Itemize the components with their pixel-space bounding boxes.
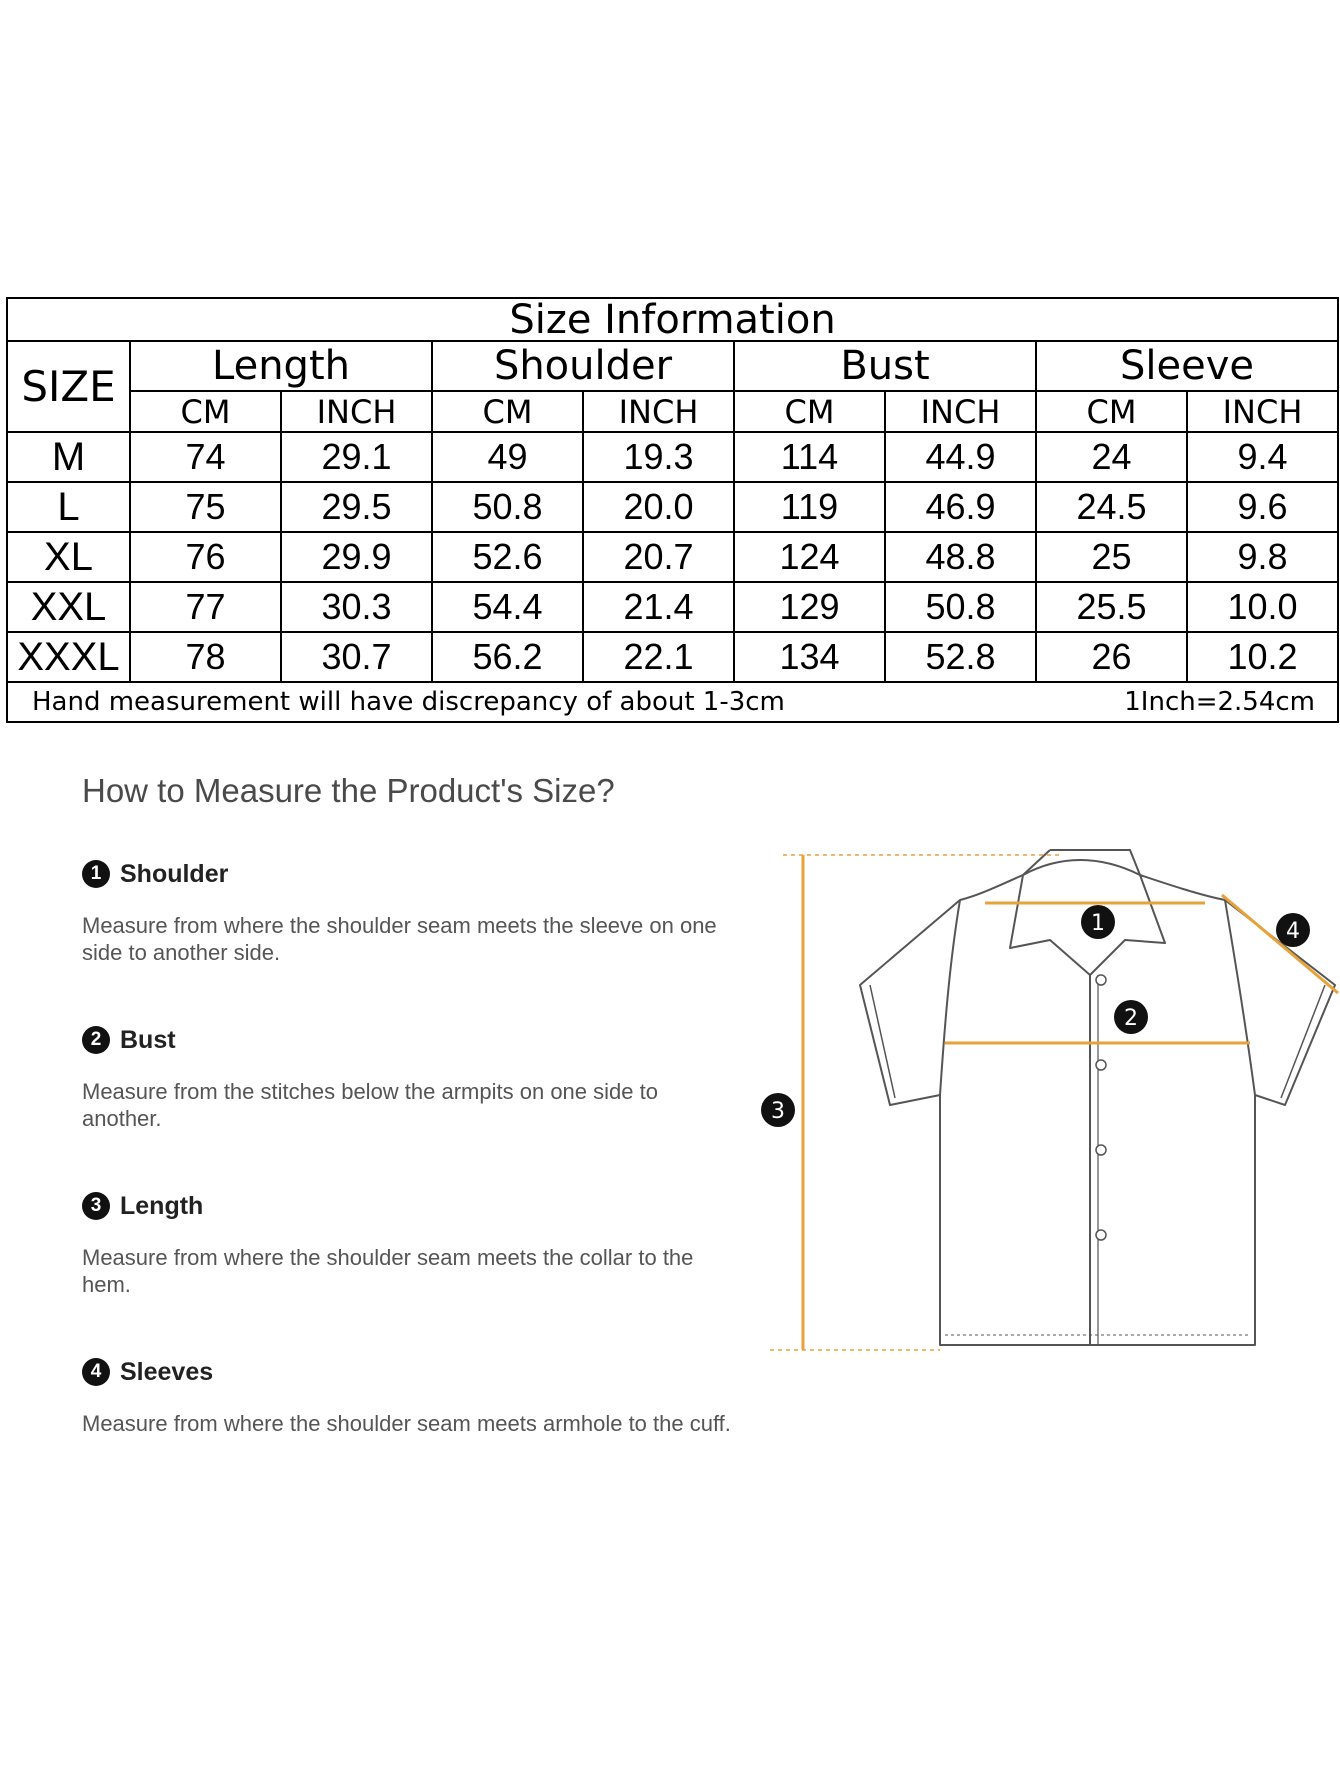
sleeve-measure-line xyxy=(1222,895,1338,993)
bust-cm: 129 xyxy=(734,582,885,632)
table-row xyxy=(7,582,1338,632)
marker-3-icon xyxy=(761,1093,795,1127)
step-number-icon: 2 xyxy=(82,1026,110,1054)
bust-inch: 44.9 xyxy=(885,432,1036,482)
shoulder-cm: 52.6 xyxy=(432,532,583,582)
button-icon xyxy=(1096,975,1106,985)
size-label: M xyxy=(7,432,130,482)
step-name: Shoulder xyxy=(120,859,229,888)
marker-4-icon xyxy=(1276,913,1310,947)
sleeve-cm: 24.5 xyxy=(1036,482,1187,532)
unit-header: CM xyxy=(1036,391,1187,432)
group-sleeve: Sleeve xyxy=(1036,341,1338,391)
shoulder-cm: 49 xyxy=(432,432,583,482)
bust-cm: 134 xyxy=(734,632,885,682)
unit-header: CM xyxy=(432,391,583,432)
shoulder-cm: 54.4 xyxy=(432,582,583,632)
unit-header: INCH xyxy=(281,391,432,432)
shoulder-inch: 20.0 xyxy=(583,482,734,532)
button-icon xyxy=(1096,1230,1106,1240)
shirt-diagram xyxy=(750,835,1340,1355)
length-inch: 29.9 xyxy=(281,532,432,582)
size-label: XXL xyxy=(7,582,130,632)
length-cm: 74 xyxy=(130,432,281,482)
bust-inch: 50.8 xyxy=(885,582,1036,632)
table-title: Size Information xyxy=(7,298,1338,341)
step-number-icon: 3 xyxy=(82,1192,110,1220)
length-inch: 29.1 xyxy=(281,432,432,482)
unit-header: INCH xyxy=(1187,391,1338,432)
step-name: Length xyxy=(120,1191,204,1220)
bust-cm: 119 xyxy=(734,482,885,532)
sleeve-cm: 25 xyxy=(1036,532,1187,582)
table-row xyxy=(7,432,1338,482)
shoulder-inch: 20.7 xyxy=(583,532,734,582)
shoulder-inch: 19.3 xyxy=(583,432,734,482)
conversion-note: 1Inch=2.54cm xyxy=(1124,687,1316,717)
bust-inch: 48.8 xyxy=(885,532,1036,582)
unit-header: INCH xyxy=(583,391,734,432)
group-length: Length xyxy=(130,341,432,391)
group-shoulder: Shoulder xyxy=(432,341,734,391)
button-icon xyxy=(1096,1145,1106,1155)
svg-text:4: 4 xyxy=(1286,919,1300,944)
length-inch: 30.3 xyxy=(281,582,432,632)
svg-text:1: 1 xyxy=(1091,911,1105,936)
shoulder-cm: 50.8 xyxy=(432,482,583,532)
measurement-note: Hand measurement will have discrepancy of about 1-3cm xyxy=(32,687,785,717)
sleeve-inch: 9.8 xyxy=(1187,532,1338,582)
bust-inch: 46.9 xyxy=(885,482,1036,532)
step-description: Measure from the stitches below the armpits on one side to another. xyxy=(82,1079,658,1131)
shoulder-inch: 22.1 xyxy=(583,632,734,682)
step-name: Bust xyxy=(120,1025,176,1054)
length-inch: 30.7 xyxy=(281,632,432,682)
bust-inch: 52.8 xyxy=(885,632,1036,682)
step-length xyxy=(82,1190,732,1298)
table-row xyxy=(7,632,1338,682)
unit-header: INCH xyxy=(885,391,1036,432)
group-bust: Bust xyxy=(734,341,1036,391)
size-label: XXXL xyxy=(7,632,130,682)
button-icon xyxy=(1096,1060,1106,1070)
length-inch: 29.5 xyxy=(281,482,432,532)
bust-cm: 114 xyxy=(734,432,885,482)
sleeve-cm: 26 xyxy=(1036,632,1187,682)
step-description: Measure from where the shoulder seam meets the collar to the hem. xyxy=(82,1245,694,1297)
size-header: SIZE xyxy=(7,341,130,432)
unit-header: CM xyxy=(130,391,281,432)
length-cm: 78 xyxy=(130,632,281,682)
shoulder-cm: 56.2 xyxy=(432,632,583,682)
sleeve-inch: 9.6 xyxy=(1187,482,1338,532)
table-footer xyxy=(7,682,1338,722)
step-description: Measure from where the shoulder seam meets the sleeve on one side to another side. xyxy=(82,913,717,965)
sleeve-inch: 9.4 xyxy=(1187,432,1338,482)
svg-text:3: 3 xyxy=(771,1099,785,1124)
size-table xyxy=(6,297,1339,723)
bust-cm: 124 xyxy=(734,532,885,582)
step-number-icon: 1 xyxy=(82,860,110,888)
sleeve-inch: 10.2 xyxy=(1187,632,1338,682)
length-cm: 77 xyxy=(130,582,281,632)
sleeve-cm: 25.5 xyxy=(1036,582,1187,632)
step-description: Measure from where the shoulder seam meets armhole to the cuff. xyxy=(82,1411,731,1436)
step-sleeves xyxy=(82,1356,732,1437)
unit-header: CM xyxy=(734,391,885,432)
svg-text:2: 2 xyxy=(1124,1006,1138,1031)
shoulder-inch: 21.4 xyxy=(583,582,734,632)
step-name: Sleeves xyxy=(120,1357,214,1386)
sleeve-inch: 10.0 xyxy=(1187,582,1338,632)
step-bust xyxy=(82,1024,732,1132)
step-number-icon: 4 xyxy=(82,1358,110,1386)
guide-title: How to Measure the Product's Size? xyxy=(82,772,615,809)
size-label: XL xyxy=(7,532,130,582)
step-shoulder xyxy=(82,858,732,966)
length-cm: 76 xyxy=(130,532,281,582)
table-row xyxy=(7,482,1338,532)
marker-1-icon xyxy=(1081,905,1115,939)
sleeve-cm: 24 xyxy=(1036,432,1187,482)
table-row xyxy=(7,532,1338,582)
marker-2-icon xyxy=(1114,1000,1148,1034)
size-label: L xyxy=(7,482,130,532)
length-cm: 75 xyxy=(130,482,281,532)
